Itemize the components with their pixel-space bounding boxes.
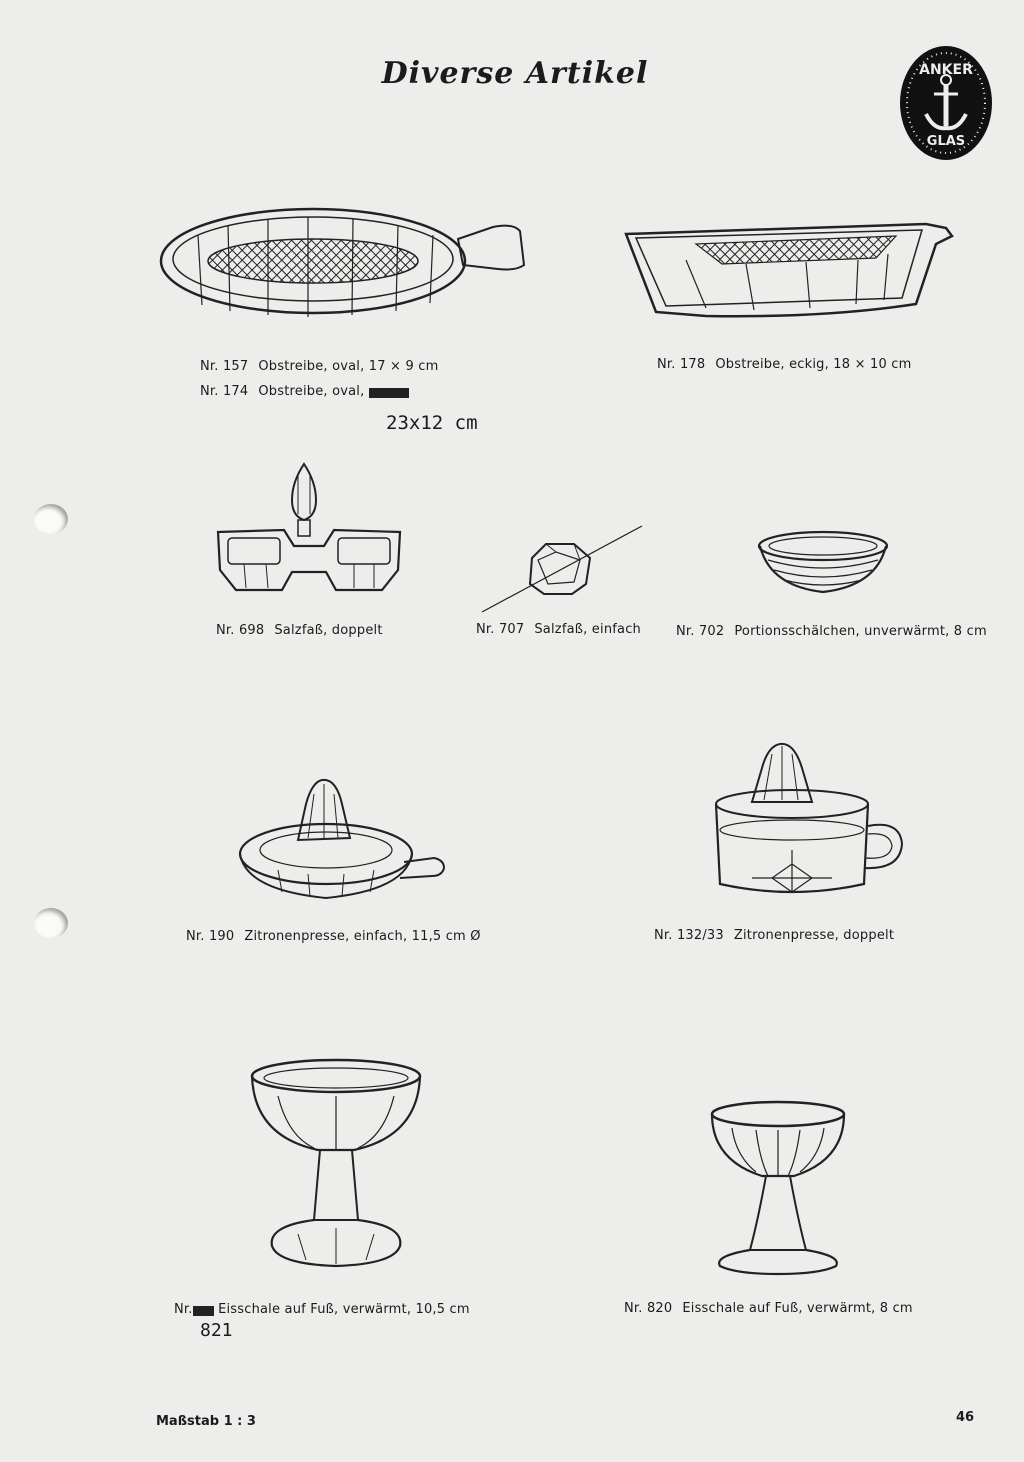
sundae-dish-large-drawing: [248, 1056, 428, 1272]
caption-707: Nr. 707 Salzfaß, einfach: [476, 622, 641, 637]
struck-out-number: XXX: [193, 1306, 213, 1316]
single-salt-cellar-drawing: [482, 524, 644, 614]
typed-correction-174: 23x12 cm: [386, 412, 478, 434]
logo-bottom-text: GLAS: [926, 134, 966, 149]
lemon-squeezer-double-drawing: [712, 740, 904, 902]
punch-hole-bottom: [34, 908, 68, 938]
struck-out-text: XXXXXX: [369, 388, 409, 398]
caption-702: Nr. 702 Portionsschälchen, unverwärmt, 8 cm: [676, 624, 987, 639]
page-number: 46: [956, 1410, 975, 1425]
caption-174: Nr. 174 Obstreibe, oval, XXXXXX: [200, 384, 409, 399]
caption-698: Nr. 698 Salzfaß, doppelt: [216, 623, 383, 638]
caption-157: Nr. 157 Obstreibe, oval, 17 × 9 cm: [200, 359, 439, 374]
caption-190: Nr. 190 Zitronenpresse, einfach, 11,5 cm Ø: [186, 929, 481, 944]
handwritten-number-821: 821: [200, 1320, 233, 1341]
caption-821: Nr.XXX Eisschale auf Fuß, verwärmt, 10,5 cm: [174, 1302, 470, 1317]
caption-178: Nr. 178 Obstreibe, eckig, 18 × 10 cm: [657, 357, 912, 372]
sundae-dish-small-drawing: [706, 1100, 852, 1276]
lemon-squeezer-single-drawing: [238, 774, 448, 902]
punch-hole-top: [34, 504, 68, 534]
logo-top-text: ANKER: [919, 62, 973, 78]
portion-dish-drawing: [756, 530, 890, 596]
page-title: Diverse Artikel: [381, 56, 649, 91]
caption-132-33: Nr. 132/33 Zitronenpresse, doppelt: [654, 928, 895, 943]
caption-820: Nr. 820 Eisschale auf Fuß, verwärmt, 8 cm: [624, 1301, 913, 1316]
scale-note: Maßstab 1 : 3: [156, 1414, 256, 1429]
oval-grater-drawing: [158, 205, 528, 321]
double-salt-cellar-drawing: [214, 460, 404, 592]
rectangular-grater-drawing: [626, 214, 956, 322]
anker-glas-logo: [898, 44, 994, 162]
